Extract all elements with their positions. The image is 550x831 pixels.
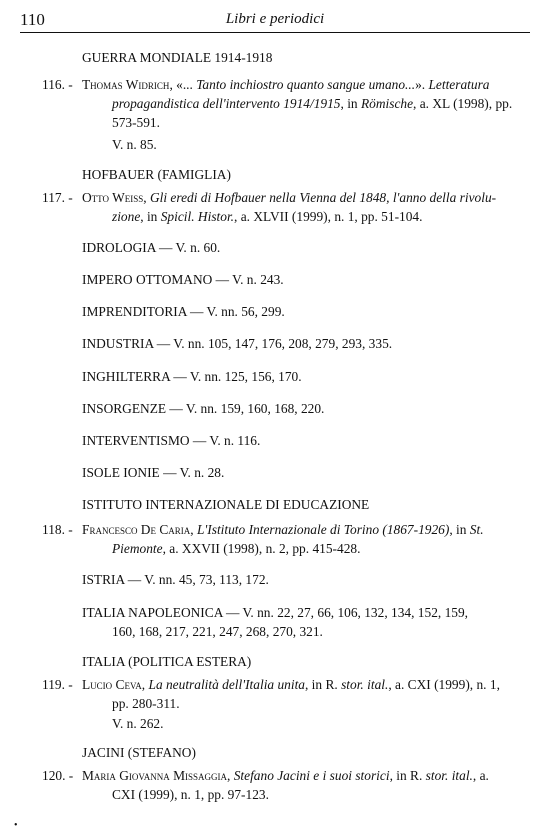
journal: Römische xyxy=(360,96,414,111)
entry-number: 117. - xyxy=(42,190,73,205)
author: Maria Giovanna Missaggia xyxy=(82,768,228,783)
running-header xyxy=(20,10,530,33)
entry-120-line-2: CXI (1999), n. 1, pp. 97-123. xyxy=(112,787,269,802)
subject-heading: JACINI (STEFANO) xyxy=(82,745,196,760)
subject-heading: ISTITUTO INTERNAZIONALE DI EDUCAZIONE xyxy=(82,497,370,512)
subject-heading: ITALIA (POLITICA ESTERA) xyxy=(82,654,252,669)
subject-heading: ISOLE IONIE — V. n. 28. xyxy=(82,465,225,480)
entry-number: 116. - xyxy=(42,77,73,92)
subject-heading: IMPERO OTTOMANO — V. n. 243. xyxy=(82,272,284,287)
title: L'Istituto Internazionale di Torino (1867-1926) xyxy=(196,522,450,537)
entry-118-line-1: 118. -Francesco De Caria, L'Istituto Internazionale di Torino (1867-1926), in St. xyxy=(42,522,484,537)
title: Gli eredi di Hofbauer nella Vienna del 1848, l'anno della rivolu- xyxy=(149,190,497,205)
title: Tanto inchiostro quanto sangue umano... xyxy=(196,77,416,92)
entry-118-line-2: Piemonte, a. XXVII (1998), n. 2, pp. 415-428. xyxy=(112,541,361,556)
journal: stor. ital. xyxy=(341,677,389,692)
cross-reference: V. n. 85. xyxy=(112,137,157,152)
subject-heading: IDROLOGIA — V. n. 60. xyxy=(82,240,221,255)
subject-heading: ISTRIA — V. nn. 45, 73, 113, 172. xyxy=(82,572,269,587)
entry-116-line-1: 116. -Thomas Widrich, «... Tanto inchiostro quanto sangue umano...». Letteratura xyxy=(42,77,490,92)
entry-119-line-2: pp. 280-311. xyxy=(112,696,180,711)
subject-heading: INSORGENZE — V. nn. 159, 160, 168, 220. xyxy=(82,401,325,416)
author: Francesco De Caria xyxy=(82,522,191,537)
running-title: Libri e periodici xyxy=(225,11,325,27)
entry-117-line-2: zione, in Spicil. Histor., a. XLVII (1999), n. 1, pp. 51-104. xyxy=(112,209,423,224)
entry-116-line-3: 573-591. xyxy=(112,115,160,130)
author: Thomas Widrich xyxy=(82,77,170,92)
subject-heading: INGHILTERRA — V. nn. 125, 156, 170. xyxy=(82,369,302,384)
author: Lucio Ceva xyxy=(82,677,142,692)
subject-heading: ITALIA NAPOLEONICA — V. nn. 22, 27, 66, 106, 132, 134, 152, 159, xyxy=(82,605,469,620)
cross-reference: V. n. 262. xyxy=(112,716,164,731)
author: Otto Weiss xyxy=(82,190,144,205)
title: La neutralità dell'Italia unita xyxy=(148,677,305,692)
entry-number: 119. - xyxy=(42,677,73,692)
journal: Spicil. Histor. xyxy=(160,209,235,224)
subject-heading: IMPRENDITORIA — V. nn. 56, 299. xyxy=(82,304,285,319)
entry-number: 118. - xyxy=(42,522,73,537)
entry-120-line-1: 120. -Maria Giovanna Missaggia, Stefano Jacini e i suoi storici, in R. stor. ital., a. xyxy=(42,768,489,783)
title: Stefano Jacini e i suoi storici xyxy=(233,768,390,783)
journal: St. xyxy=(469,522,484,537)
subject-heading: GUERRA MONDIALE 1914-1918 xyxy=(82,50,273,65)
entry-number: 120. - xyxy=(42,768,74,783)
subject-heading: HOFBAUER (FAMIGLIA) xyxy=(82,167,231,182)
entry-119-line-1: 119. -Lucio Ceva, La neutralità dell'Italia unita, in R. stor. ital., a. CXI (1999), n. 1, xyxy=(42,677,500,692)
page-number: 110 xyxy=(20,10,45,29)
entry-117-line-1: 117. -Otto Weiss, Gli eredi di Hofbauer nella Vienna del 1848, l'anno della rivolu- xyxy=(42,190,497,205)
scan-speck: • xyxy=(14,820,18,831)
subject-heading: INTERVENTISMO — V. n. 116. xyxy=(82,433,261,448)
subject-heading-continued: 160, 168, 217, 221, 247, 268, 270, 321. xyxy=(112,624,323,639)
journal: stor. ital. xyxy=(425,768,473,783)
entry-116-line-2: propagandistica dell'intervento 1914/1915, in Römische, a. XL (1998), pp. xyxy=(112,96,513,111)
subject-heading: INDUSTRIA — V. nn. 105, 147, 176, 208, 279, 293, 335. xyxy=(82,336,393,351)
